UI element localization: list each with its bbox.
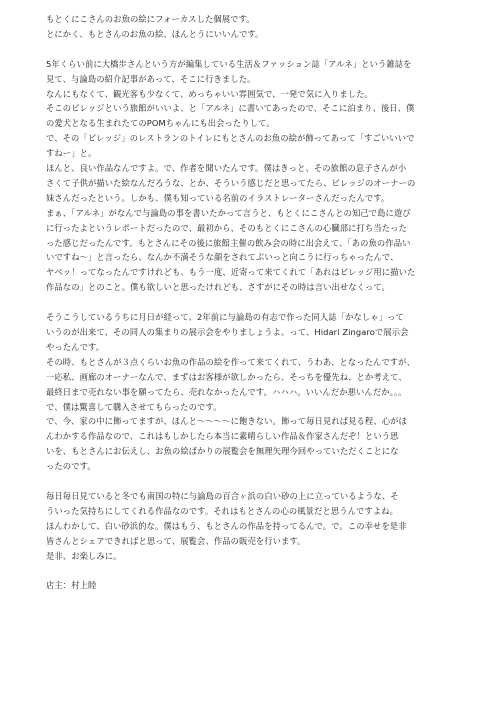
text-line: とにかく、もとさんのお魚の絵、ほんとうにいいんです。 xyxy=(46,28,264,39)
document-body xyxy=(46,12,486,593)
text-line: 是非、お楽しみに。 xyxy=(46,550,122,561)
text-line: の愛犬となる生まれたてのPOMちゃんにも出会ったりして。 xyxy=(46,118,275,129)
text-line: ほんと、良い作品なんですよ。で、作者を聞いたんです。僕はきっと、その旅館の息子さんが小 xyxy=(46,163,407,174)
text-line: すねー」と。 xyxy=(46,148,97,159)
text-line: ったのです。 xyxy=(46,461,96,472)
text-line: 毎日毎日見ていると冬でも南国の特に与論島の百合ヶ浜の白い砂の上に立っているような、そ xyxy=(46,490,399,501)
text-line: いですね～」と言ったら、なんか不満そうな顔をされてぷいっと向こうに行っちゃったんで、 xyxy=(46,252,399,263)
text-line: そうこうしているうちに月日が経って、2年前に与論島の有志で作った同人誌「かなしゃ」って xyxy=(46,312,404,323)
text-line: 一応私、画廊のオーナーなんで、まずはお客様が欲しかったら、そっちを優先ね、とか考えて、 xyxy=(46,371,407,382)
paragraph xyxy=(46,310,486,474)
text-line: 5年くらい前に大橋歩さんという方が編集している生活＆ファッション誌「アルネ」という雑誌を xyxy=(46,58,412,69)
text-line: った感じだったんです。もとさんにその後に旅館主催の飲み会の時に出会えて、「あの魚の作品い xyxy=(46,237,411,248)
text-line: 最終日まで売れない事を願ってたら、売れなかったんです。ハハハ。いいんだか悪いんだか。。。 xyxy=(46,386,407,397)
text-line: ヤベッ！ってなったんですけれども、もう一度、近寄って来てくれて「あれはビレッジ用に描いた xyxy=(46,267,416,278)
text-line: その時、もとさんが３点くらいお魚の作品の絵を作って来てくれて、うわあ、となったんですが、 xyxy=(46,356,415,367)
shop-owner-signature: 店主：村上睦 xyxy=(46,580,97,591)
text-line: で、僕は驚喜して購入させてもらったのです。 xyxy=(46,401,222,412)
text-line: んわかする作品なので、これはもしかしたら本当に素晴らしい作品＆作家さんだぞ！という思 xyxy=(46,431,399,442)
text-line: に行ったよというレポートだったので、最初から、そのもとくにこさんの心臓部に打ち当たった xyxy=(46,222,407,233)
text-line: なんにもなくて、観光客も少なくて、めっちゃいい雰囲気で、一発で気に入りました。 xyxy=(46,88,373,99)
paragraph xyxy=(46,489,486,564)
text-line: さくて子供が描いた絵なんだろうな、とか、そういう感じだと思ってたら、ビレッジのオーナーの xyxy=(46,177,416,188)
text-line: ういった気持ちにしてくれる作品なのです。それはもとさんの心の風景だと思うんですよね。 xyxy=(46,505,399,516)
text-line: いを、もとさんにお伝えし、お魚の絵ばかりの展覧会を無理矢理今回やっていただくことにな xyxy=(46,446,399,457)
text-line: 妹さんだったという。しかも、僕も知っている名前のイラストレーターさんだったんです。 xyxy=(46,192,390,203)
text-line: 見て、与論島の紹介記事があって、そこに行きました。 xyxy=(46,73,256,84)
text-line: そこのビレッジという旅館がいいよ、と「アルネ」に書いてあったので、そこに泊まり、後日、僕 xyxy=(46,103,415,114)
text-line: いうのが出来て、その同人の集まりの展示会をやりましょうよ、って、Hidari Zingaroで展示会 xyxy=(46,327,409,337)
text-line: ほんわかして、白い砂浜的な。僕はもう、もとさんの作品を持ってるんで。で。この幸せを是非 xyxy=(46,520,407,531)
signature-paragraph xyxy=(46,578,486,593)
text-line: で、その「ビレッジ」のレストランのトイレにもとさんのお魚の絵が飾ってあって「すごいいいで xyxy=(46,133,415,144)
text-line: まぁ、「アルネ」がなんで与論島の事を書いたかって言うと、もとくにこさんとの知己で島に遊び xyxy=(46,207,411,218)
paragraph xyxy=(46,57,486,296)
text-line: もとくにこさんのお魚の絵にフォーカスした個展です。 xyxy=(46,14,255,24)
text-line: で、今、家の中に飾ってますが、ほんと〜〜〜〜に飽きない。飾って毎日見れば見る程、心がほ xyxy=(46,416,407,427)
text-line: 皆さんとシェアできればと思って、展覧会、作品の販売を行います。 xyxy=(46,535,306,546)
text-line: やったんです。 xyxy=(46,341,105,352)
text-line: 作品なの」とのこと。僕も欲しいと思ったけれども、さすがにその時は言い出せなくって。 xyxy=(46,282,390,293)
paragraph xyxy=(46,12,486,42)
